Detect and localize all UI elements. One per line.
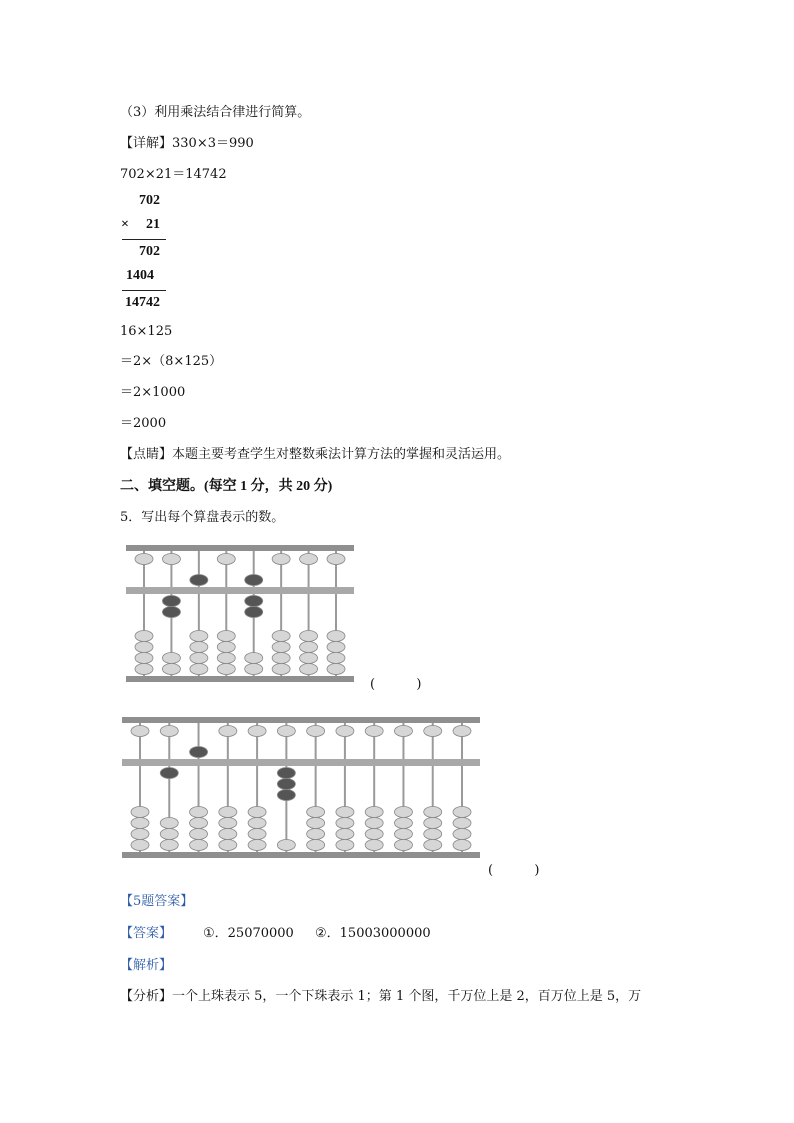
answer-blank-1[interactable]: ( ) xyxy=(370,677,422,692)
calc2-text: 702×21＝14742 xyxy=(120,167,227,182)
abacus-bead xyxy=(248,840,266,851)
abacus-bead xyxy=(336,818,354,829)
abacus-beam xyxy=(126,587,354,594)
abacus-bead xyxy=(327,554,345,565)
abacus-bead xyxy=(272,642,290,653)
abacus-bead xyxy=(307,807,325,818)
abacus-bead xyxy=(219,807,237,818)
abacus-bead xyxy=(131,818,149,829)
abacus-bead xyxy=(135,554,153,565)
abacus-bead xyxy=(245,664,263,675)
abacus-bead xyxy=(327,631,345,642)
abacus-bead xyxy=(190,818,208,829)
abacus-bead xyxy=(162,653,180,664)
abacus-bead xyxy=(336,829,354,840)
analysis-label: 【解析】 xyxy=(120,958,173,973)
abacus-bead xyxy=(453,840,471,851)
abacus-bead xyxy=(336,840,354,851)
answer-2: ②．15003000000 xyxy=(315,926,431,941)
question-5: 5．写出每个算盘表示的数。 xyxy=(120,510,285,525)
abacus-bead xyxy=(307,829,325,840)
abacus-bead xyxy=(327,653,345,664)
abacus-bead xyxy=(248,726,266,737)
abacus-bead xyxy=(131,807,149,818)
abacus-bead xyxy=(135,664,153,675)
abacus-bead xyxy=(300,642,318,653)
abacus-bead xyxy=(135,631,153,642)
abacus-bead xyxy=(336,726,354,737)
detail-text: 【详解】330×3＝990 xyxy=(120,136,254,151)
abacus-bead xyxy=(190,747,208,758)
abacus-bead xyxy=(131,840,149,851)
abacus-bead xyxy=(248,807,266,818)
abacus-bead xyxy=(131,829,149,840)
abacus-bead xyxy=(277,726,295,737)
abacus-bead xyxy=(190,664,208,675)
abacus-bead xyxy=(245,653,263,664)
abacus-bead xyxy=(336,807,354,818)
vm-rule-1 xyxy=(122,239,166,240)
calc3-step1: ＝2×（8×125） xyxy=(120,354,223,369)
answer-label: 【答案】 xyxy=(120,926,173,941)
abacus-bead xyxy=(190,653,208,664)
abacus-bead xyxy=(365,726,383,737)
abacus-2 xyxy=(118,712,484,864)
abacus-bead xyxy=(135,653,153,664)
answer-blank-2[interactable]: ( ) xyxy=(488,863,540,878)
abacus-bead xyxy=(160,726,178,737)
abacus-bead xyxy=(131,726,149,737)
abacus-bead xyxy=(424,840,442,851)
abacus-bead xyxy=(245,596,263,607)
abacus-bead xyxy=(190,829,208,840)
abacus-bead xyxy=(160,818,178,829)
abacus-bead xyxy=(162,554,180,565)
step3-text: （3）利用乘法结合律进行简算。 xyxy=(120,105,311,120)
abacus-bead xyxy=(307,840,325,851)
abacus-bead xyxy=(424,818,442,829)
abacus-bead xyxy=(160,768,178,779)
abacus-bead xyxy=(365,818,383,829)
abacus-bead xyxy=(217,653,235,664)
abacus-bead xyxy=(248,829,266,840)
vm-result: 14742 xyxy=(125,295,160,310)
abacus-bead xyxy=(394,807,412,818)
abacus-bead xyxy=(327,664,345,675)
abacus-bead xyxy=(277,840,295,851)
abacus-bead xyxy=(424,726,442,737)
abacus-top-bar xyxy=(126,545,354,551)
abacus-bead xyxy=(160,840,178,851)
analysis-text: 【分析】一个上珠表示 5，一个下珠表示 1；第 1 个图，千万位上是 2，百万位上是 5，万 xyxy=(120,989,642,1004)
abacus-bead xyxy=(307,726,325,737)
abacus-bead xyxy=(135,642,153,653)
abacus-bead xyxy=(162,596,180,607)
abacus-bead xyxy=(307,818,325,829)
abacus-bead xyxy=(327,642,345,653)
abacus-bead xyxy=(219,840,237,851)
abacus-bead xyxy=(219,829,237,840)
abacus-1 xyxy=(122,540,358,688)
abacus-bead xyxy=(453,818,471,829)
abacus-bead xyxy=(190,631,208,642)
abacus-bead xyxy=(365,829,383,840)
abacus-bead xyxy=(272,554,290,565)
abacus-bead xyxy=(453,726,471,737)
calc3-step2: ＝2×1000 xyxy=(120,385,186,400)
answer-1: ①．25070000 xyxy=(203,926,294,941)
abacus-bead xyxy=(394,818,412,829)
calc3-text: 16×125 xyxy=(120,324,173,339)
vm-partial-2: 1404 xyxy=(126,268,154,283)
abacus-bead xyxy=(190,575,208,586)
abacus-bead xyxy=(219,726,237,737)
abacus-bead xyxy=(162,664,180,675)
abacus-bead xyxy=(277,779,295,790)
abacus-bead xyxy=(272,664,290,675)
vm-mult: 21 xyxy=(146,217,160,232)
abacus-bead xyxy=(217,642,235,653)
abacus-bead xyxy=(272,653,290,664)
abacus-bead xyxy=(394,829,412,840)
calc3-step3: ＝2000 xyxy=(120,416,167,431)
answer-header: 【5题答案】 xyxy=(120,894,194,909)
abacus-bead xyxy=(217,554,235,565)
abacus-bead xyxy=(190,807,208,818)
abacus-bead xyxy=(453,829,471,840)
abacus-bead xyxy=(365,807,383,818)
comment-text: 【点睛】本题主要考查学生对整数乘法计算方法的掌握和灵活运用。 xyxy=(120,447,511,462)
abacus-bead xyxy=(424,829,442,840)
abacus-bottom-bar xyxy=(122,852,480,858)
abacus-bead xyxy=(394,726,412,737)
abacus-bead xyxy=(162,607,180,618)
abacus-bead xyxy=(300,554,318,565)
abacus-bead xyxy=(365,840,383,851)
vm-op: × xyxy=(121,217,129,232)
abacus-bead xyxy=(245,607,263,618)
abacus-bead xyxy=(190,840,208,851)
abacus-bead xyxy=(272,631,290,642)
vm-partial-1: 702 xyxy=(139,244,160,259)
abacus-bead xyxy=(219,818,237,829)
abacus-bead xyxy=(248,818,266,829)
section-title: 二、填空题。(每空 1 分，共 20 分) xyxy=(120,479,333,494)
abacus-bead xyxy=(394,840,412,851)
abacus-bottom-bar xyxy=(126,676,354,682)
abacus-bead xyxy=(245,575,263,586)
abacus-bead xyxy=(300,664,318,675)
vm-rule-2 xyxy=(122,290,166,291)
abacus-bead xyxy=(453,807,471,818)
abacus-bead xyxy=(160,829,178,840)
abacus-beam xyxy=(122,759,480,766)
abacus-bead xyxy=(300,631,318,642)
abacus-bead xyxy=(300,653,318,664)
abacus-bead xyxy=(190,642,208,653)
vm-top: 702 xyxy=(139,193,160,208)
abacus-bead xyxy=(424,807,442,818)
abacus-bead xyxy=(277,768,295,779)
abacus-bead xyxy=(277,790,295,801)
abacus-bead xyxy=(217,631,235,642)
abacus-top-bar xyxy=(122,717,480,723)
abacus-bead xyxy=(217,664,235,675)
